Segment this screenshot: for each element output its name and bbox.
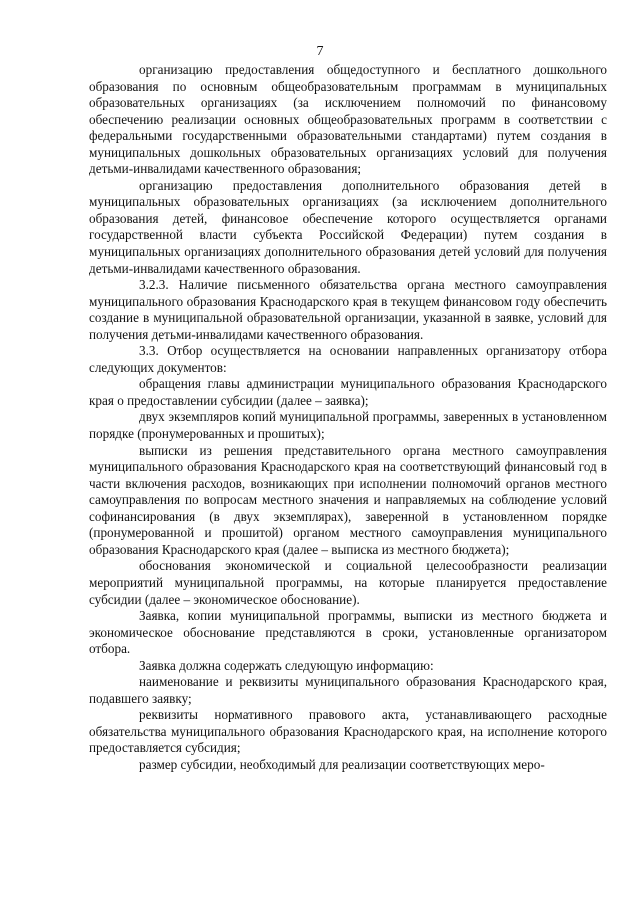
list-item-legal-act-details: реквизиты нормативного правового акта, устанавливающего расходные обязательства муниципального образования Краснодарского края, на исполнение которого предоставляется субсидия; xyxy=(89,707,607,756)
paragraph-preschool-education: организацию предоставления общедоступного и бесплатного дошкольного образования по основным общеобразовательным программам в муниципальных образовательных организациях (за исключением полномочий по финансовому обеспечению реализации основных общеобразовательных программ в соответствии с федеральными государственными образовательными стандартами) путем создания в муниципальных дошкольных образовательных организациях условий для получения детьми-инвалидами качественного образования; xyxy=(89,62,607,177)
list-item-budget-extract: выписки из решения представительного органа местного самоуправления муниципального образования Краснодарского края на соответствующий финансовый год в части включения расходов, возникающих при исполнении полномочий органов местного самоуправления по вопросам местного значения и направляемых на соблюдение условий софинансирования (в двух экземплярах), заверенной в установленном порядке (пронумерованной и прошитой) органом местного самоуправления муниципального образования Краснодарского края (далее – выписка из местного бюджета); xyxy=(89,442,607,557)
list-item-economic-justification: обоснования экономической и социальной целесообразности реализации мероприятий муниципальной программы, на которые планируется предоставление субсидии (далее – экономическое обоснование). xyxy=(89,558,607,607)
list-item-municipality-details: наименование и реквизиты муниципального образования Краснодарского края, подавшего заявку; xyxy=(89,674,607,706)
paragraph-3-3: 3.3. Отбор осуществляется на основании направленных организатору отбора следующих документов: xyxy=(89,343,607,375)
list-item-application-request: обращения главы администрации муниципального образования Краснодарского края о предоставлении субсидии (далее – заявка); xyxy=(89,376,607,408)
paragraph-application-content: Заявка должна содержать следующую информацию: xyxy=(139,657,434,673)
list-item-subsidy-amount: размер субсидии, необходимый для реализации соответствующих меро- xyxy=(139,756,545,772)
document-body xyxy=(89,62,607,774)
page-number: 7 xyxy=(316,44,324,59)
paragraph-additional-education: организацию предоставления дополнительного образования детей в муниципальных образовательных организациях (за исключением дополнительного образования детей, финансовое обеспечение которого осуществляется органами государственной власти субъекта Российской Федерации) путем создания в муниципальных организациях дополнительного образования детей условий для получения детьми-инвалидами качественного образования. xyxy=(89,177,607,276)
list-item-program-copies: двух экземпляров копий муниципальной программы, заверенных в установленном порядке (пронумерованных и прошитых); xyxy=(89,409,607,442)
paragraph-3-2-3: 3.2.3. Наличие письменного обязательства органа местного самоуправления муниципального образования Краснодарского края в текущем финансовом году обеспечить создание в муниципальной образовательной организации, указанной в заявке, условий для получения детьми-инвалидами качественного образования. xyxy=(89,277,607,342)
paragraph-submission-terms: Заявка, копии муниципальной программы, выписки из местного бюджета и экономическое обоснование представляются в сроки, установленные организатором отбора. xyxy=(89,608,607,657)
